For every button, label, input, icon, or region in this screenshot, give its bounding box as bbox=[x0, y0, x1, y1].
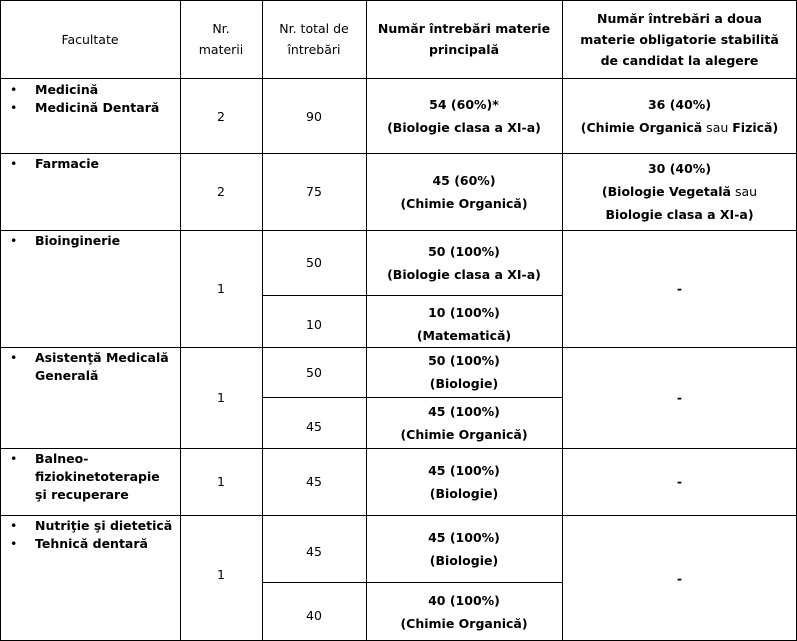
faculty-item bbox=[10, 535, 175, 553]
row-2-nr-materii bbox=[180, 230, 262, 347]
second-subject-cont: Biologie clasa a XI-a) bbox=[605, 207, 754, 222]
bullet-icon: • bbox=[10, 451, 18, 466]
faculty-item bbox=[10, 349, 175, 385]
grid-line bbox=[180, 0, 181, 641]
row-2-principala-b bbox=[366, 295, 562, 352]
second-value: 30 (40%) bbox=[647, 161, 712, 176]
principala-value: 50 (100%) bbox=[428, 353, 500, 368]
bullet-icon: • bbox=[10, 350, 18, 365]
principala-value: 10 (100%) bbox=[428, 304, 500, 320]
total-value: 75 bbox=[306, 184, 322, 199]
principala-value: 40 (100%) bbox=[428, 592, 500, 608]
row-5-total-a bbox=[262, 515, 366, 582]
grid-line bbox=[0, 347, 797, 348]
total-value: 50 bbox=[306, 255, 322, 270]
row-1-faculties bbox=[10, 155, 175, 173]
row-4-a-doua bbox=[562, 448, 797, 515]
faculty-item bbox=[10, 517, 175, 535]
bullet-icon: • bbox=[10, 82, 18, 97]
faculty-item bbox=[10, 232, 175, 250]
header-a-doua bbox=[562, 0, 797, 78]
row-2-total-b bbox=[262, 295, 366, 352]
header-nr-materii-label: Nr. materii bbox=[198, 21, 244, 57]
nr-materii-value: 1 bbox=[217, 566, 225, 582]
row-5-principala-a bbox=[366, 515, 562, 582]
row-5-total-b bbox=[262, 582, 366, 641]
principala-subject: (Chimie Organică) bbox=[400, 195, 528, 211]
dash: - bbox=[676, 281, 683, 296]
row-2-faculties bbox=[10, 232, 175, 250]
nr-materii-value: 1 bbox=[217, 281, 225, 296]
faculty-item bbox=[10, 81, 175, 99]
principala-subject: (Chimie Organică) bbox=[400, 426, 528, 442]
bullet-icon: • bbox=[10, 536, 18, 551]
faculty-name: Asistenţă Medicală Generală bbox=[35, 350, 169, 383]
principala-value: 45 (100%) bbox=[428, 462, 500, 478]
bullet-icon: • bbox=[10, 156, 18, 171]
row-0-nr-materii bbox=[180, 79, 262, 153]
dash: - bbox=[676, 570, 683, 586]
bullet-icon: • bbox=[10, 518, 18, 533]
row-3-total-a bbox=[262, 347, 366, 397]
header-nr-total-label: Nr. total de întrebări bbox=[279, 21, 349, 57]
faculty-item bbox=[10, 99, 175, 117]
principala-value: 45 (100%) bbox=[428, 403, 500, 419]
principala-value: 45 (100%) bbox=[428, 529, 500, 545]
row-4-nr-materii bbox=[180, 448, 262, 515]
grid-line bbox=[262, 582, 562, 583]
bullet-icon: • bbox=[10, 233, 18, 248]
faculty-name: Medicină bbox=[35, 82, 99, 97]
faculty-name: Balneo-fiziokinetoterapie şi recuperare bbox=[35, 451, 160, 502]
row-1-total bbox=[262, 153, 366, 230]
row-2-total-a bbox=[262, 230, 366, 295]
total-value: 45 bbox=[306, 544, 322, 559]
row-3-a-doua bbox=[562, 347, 797, 448]
row-0-principala bbox=[366, 79, 562, 153]
principala-subject: (Biologie clasa a XI-a) bbox=[387, 120, 541, 135]
principala-value: 45 (60%) bbox=[432, 172, 496, 188]
grid-line bbox=[0, 448, 797, 449]
dash: - bbox=[676, 390, 683, 405]
second-value: 36 (40%) bbox=[647, 97, 712, 112]
principala-subject: (Biologie) bbox=[429, 552, 499, 568]
nr-materii-value: 2 bbox=[217, 108, 225, 124]
grid-line bbox=[366, 0, 367, 641]
principala-value: 54 (60%)* bbox=[429, 97, 499, 112]
header-principala bbox=[366, 0, 562, 78]
row-5-faculties bbox=[10, 517, 175, 553]
row-2-a-doua bbox=[562, 230, 797, 347]
faculty-item bbox=[10, 450, 175, 504]
principala-subject: (Matematică) bbox=[416, 327, 512, 343]
nr-materii-value: 1 bbox=[217, 474, 225, 489]
bullet-icon: • bbox=[10, 100, 18, 115]
total-value: 50 bbox=[306, 364, 322, 380]
faculty-name: Tehnică dentară bbox=[35, 536, 148, 551]
principala-subject: (Chimie Organică) bbox=[400, 615, 528, 631]
grid-line bbox=[262, 295, 562, 296]
faculty-name: Farmacie bbox=[35, 156, 100, 171]
row-3-nr-materii bbox=[180, 347, 262, 448]
row-4-faculties bbox=[10, 450, 175, 504]
grid-line bbox=[0, 0, 1, 641]
grid-line bbox=[0, 515, 797, 516]
faculty-item bbox=[10, 155, 175, 173]
nr-materii-value: 2 bbox=[217, 184, 225, 199]
row-1-a-doua bbox=[562, 153, 797, 230]
total-value: 10 bbox=[306, 317, 322, 332]
row-4-total bbox=[262, 448, 366, 515]
faculty-name: Bioinginerie bbox=[35, 233, 121, 248]
grid-line bbox=[0, 78, 797, 79]
row-5-a-doua bbox=[562, 515, 797, 641]
header-a-doua-label: Număr întrebări a doua materie obligatorie stabilită de candidat la alegere bbox=[580, 10, 779, 68]
total-value: 45 bbox=[306, 474, 322, 489]
total-value: 45 bbox=[306, 419, 322, 434]
total-value: 40 bbox=[306, 608, 322, 623]
header-facultate bbox=[0, 0, 180, 78]
header-facultate-label: Facultate bbox=[61, 31, 119, 47]
grid-line bbox=[562, 0, 563, 641]
grid-line bbox=[0, 0, 797, 1]
row-5-nr-materii bbox=[180, 515, 262, 641]
row-4-principala bbox=[366, 448, 562, 515]
row-1-principala bbox=[366, 153, 562, 230]
grid-line bbox=[0, 153, 797, 154]
principala-subject: (Biologie) bbox=[429, 485, 499, 501]
principala-subject: (Biologie clasa a XI-a) bbox=[387, 266, 541, 282]
faculty-name: Nutriţie şi dietetică bbox=[35, 518, 173, 533]
row-1-nr-materii bbox=[180, 153, 262, 230]
principala-value: 50 (100%) bbox=[428, 243, 500, 259]
header-principala-label: Număr întrebări materie principală bbox=[377, 21, 551, 57]
total-value: 90 bbox=[306, 108, 322, 124]
second-subject: (Biologie Vegetală sau bbox=[601, 184, 758, 199]
row-2-principala-a bbox=[366, 230, 562, 295]
row-3-faculties bbox=[10, 349, 175, 385]
row-0-a-doua bbox=[562, 79, 797, 153]
dash: - bbox=[676, 474, 683, 489]
second-subject: (Chimie Organică sau Fizică) bbox=[580, 120, 779, 135]
header-nr-total bbox=[262, 0, 366, 78]
row-0-faculties bbox=[10, 81, 175, 117]
row-3-total-b bbox=[262, 397, 366, 448]
grid-line bbox=[262, 0, 263, 641]
row-3-principala-a bbox=[366, 347, 562, 397]
principala-subject: (Biologie) bbox=[429, 376, 499, 391]
header-nr-materii bbox=[180, 0, 262, 78]
grid-line bbox=[0, 230, 797, 231]
nr-materii-value: 1 bbox=[217, 390, 225, 405]
grid-line bbox=[262, 397, 562, 398]
row-5-principala-b bbox=[366, 582, 562, 641]
faculty-name: Medicină Dentară bbox=[35, 100, 160, 115]
row-3-principala-b bbox=[366, 397, 562, 448]
row-0-total bbox=[262, 79, 366, 153]
